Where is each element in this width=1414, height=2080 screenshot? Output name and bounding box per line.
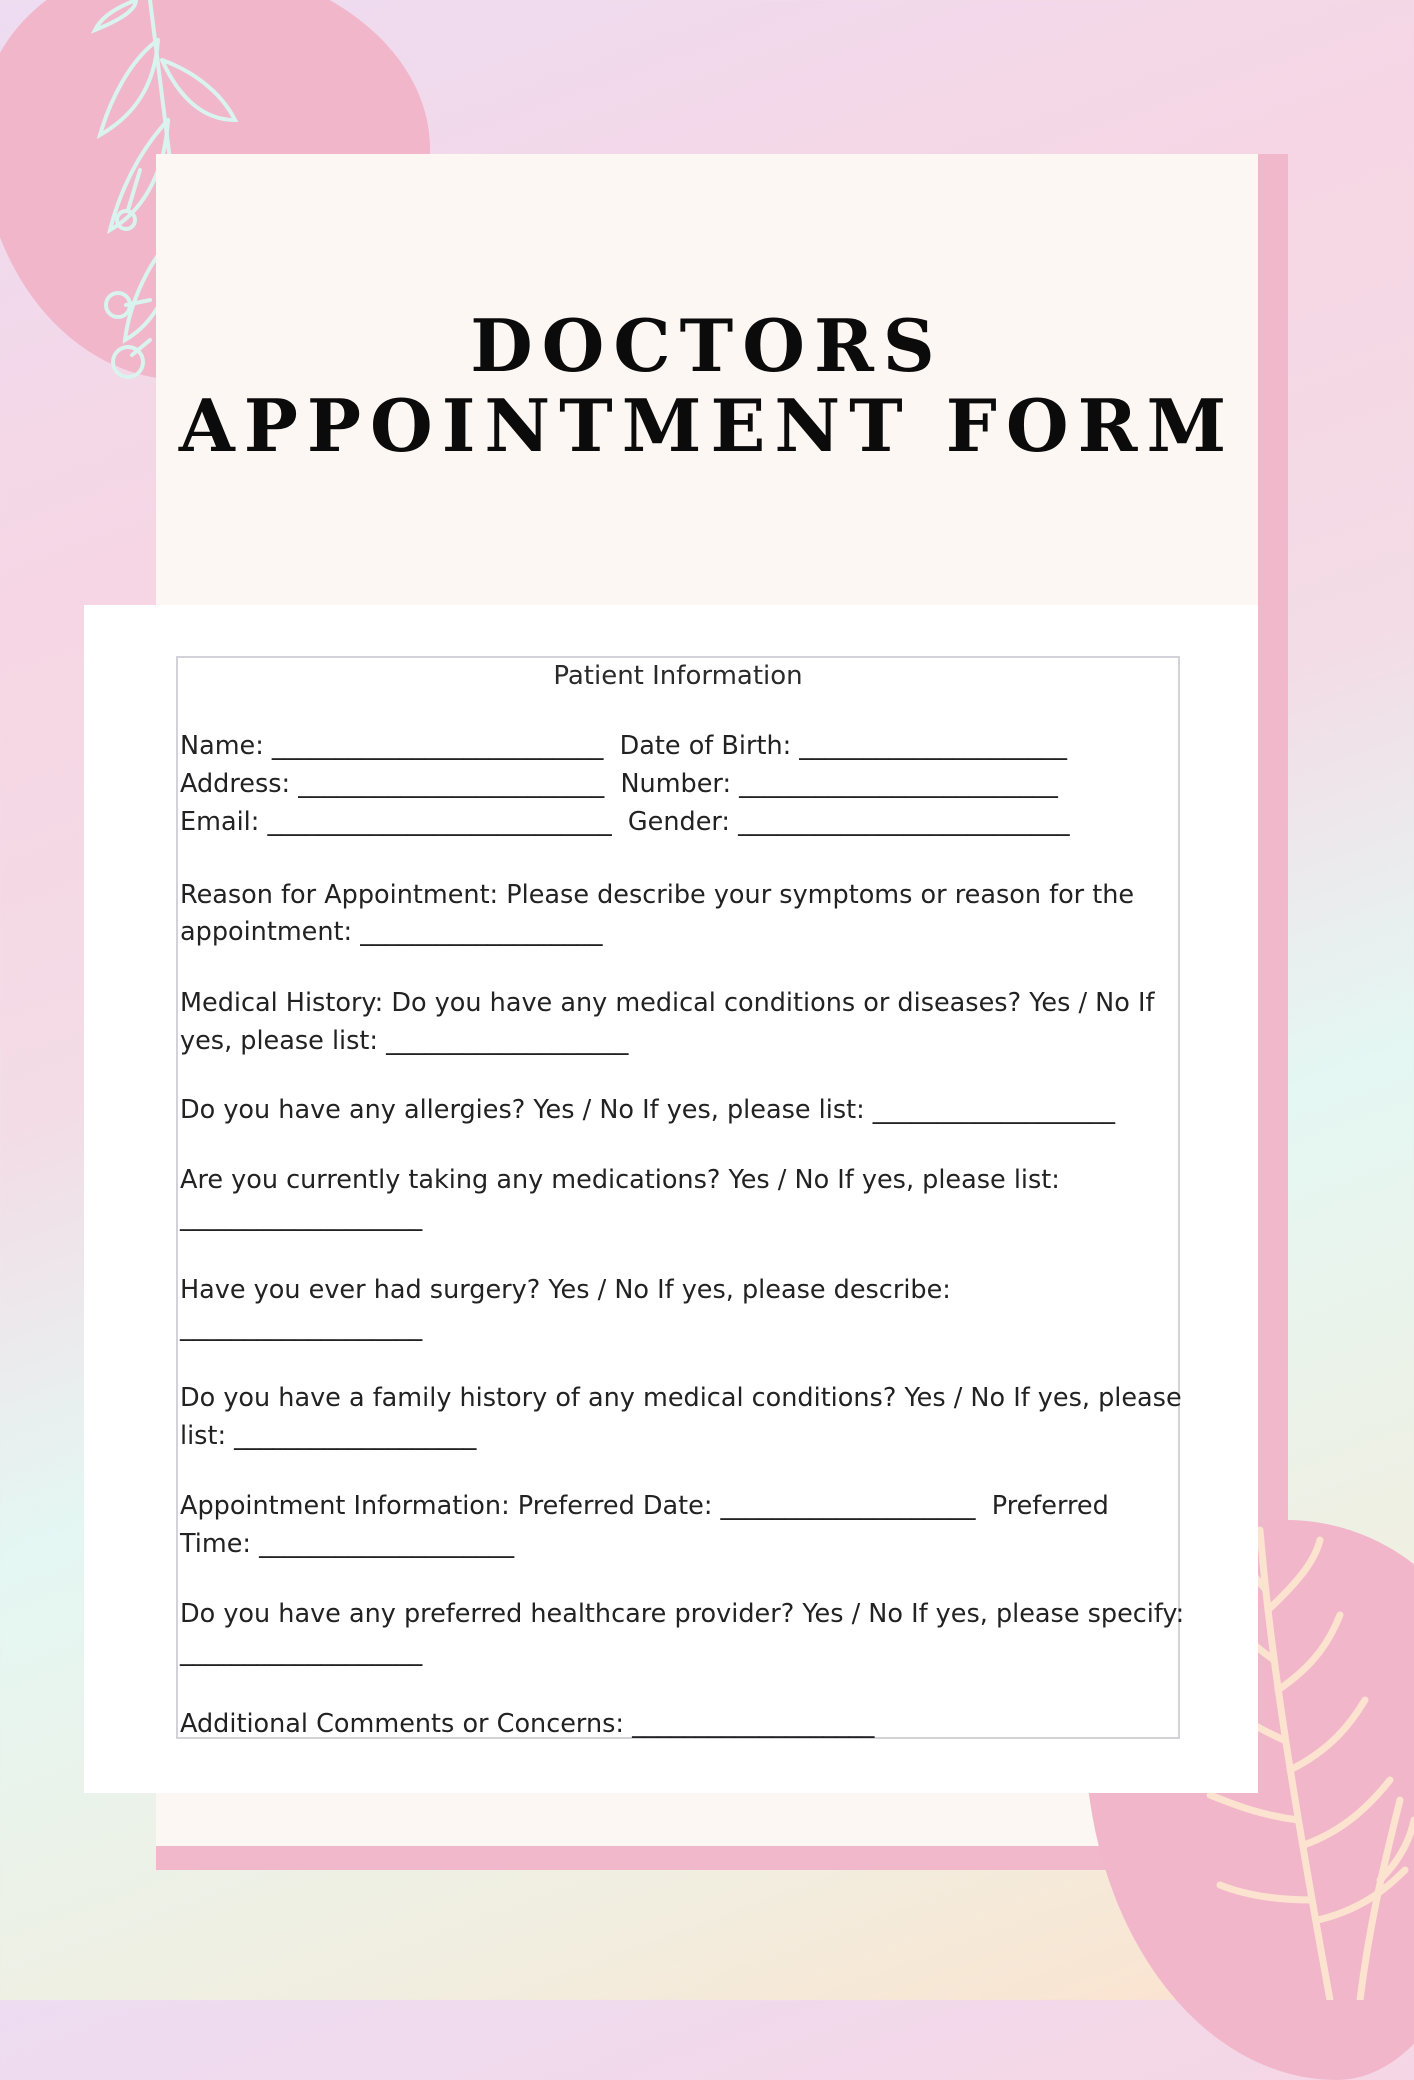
medications-answer-line[interactable]: ___________________ xyxy=(180,1202,423,1232)
email-gender-row[interactable]: Email: ___________________________ Gender: __________________________ xyxy=(180,807,1070,837)
provider-question: Do you have any preferred healthcare provider? Yes / No If yes, please specify: xyxy=(180,1599,1185,1629)
medical-history-answer-line[interactable]: yes, please list: ___________________ xyxy=(180,1026,629,1056)
family-history-question: Do you have a family history of any medical conditions? Yes / No If yes, please xyxy=(180,1383,1182,1413)
family-history-answer-line[interactable]: list: ___________________ xyxy=(180,1421,477,1451)
reason-answer-line[interactable]: appointment: ___________________ xyxy=(180,917,603,947)
preferred-date-row[interactable]: Appointment Information: Preferred Date: ____________________ Preferred xyxy=(180,1491,1109,1521)
comments-row[interactable]: Additional Comments or Concerns: ___________________ xyxy=(180,1709,875,1739)
address-number-row[interactable]: Address: ________________________ Number: _________________________ xyxy=(180,769,1058,799)
allergies-question[interactable]: Do you have any allergies? Yes / No If yes, please list: ___________________ xyxy=(180,1095,1116,1125)
reason-question: Reason for Appointment: Please describe your symptoms or reason for the xyxy=(180,880,1135,910)
name-dob-row[interactable]: Name: __________________________ Date of Birth: _____________________ xyxy=(180,731,1068,761)
medications-question: Are you currently taking any medications? Yes / No If yes, please list: xyxy=(180,1165,1060,1195)
provider-answer-line[interactable]: ___________________ xyxy=(180,1637,423,1667)
page-title-line-2: APPOINTMENT FORM xyxy=(178,383,1236,468)
medical-history-question: Medical History: Do you have any medical conditions or diseases? Yes / No If xyxy=(180,988,1155,1018)
surgery-answer-line[interactable]: ___________________ xyxy=(180,1312,423,1342)
page-title-line-1: DOCTORS xyxy=(470,303,944,388)
surgery-question: Have you ever had surgery? Yes / No If yes, please describe: xyxy=(180,1275,951,1305)
form-heading: Patient Information xyxy=(553,661,803,691)
preferred-time-row[interactable]: Time: ____________________ xyxy=(180,1529,515,1559)
